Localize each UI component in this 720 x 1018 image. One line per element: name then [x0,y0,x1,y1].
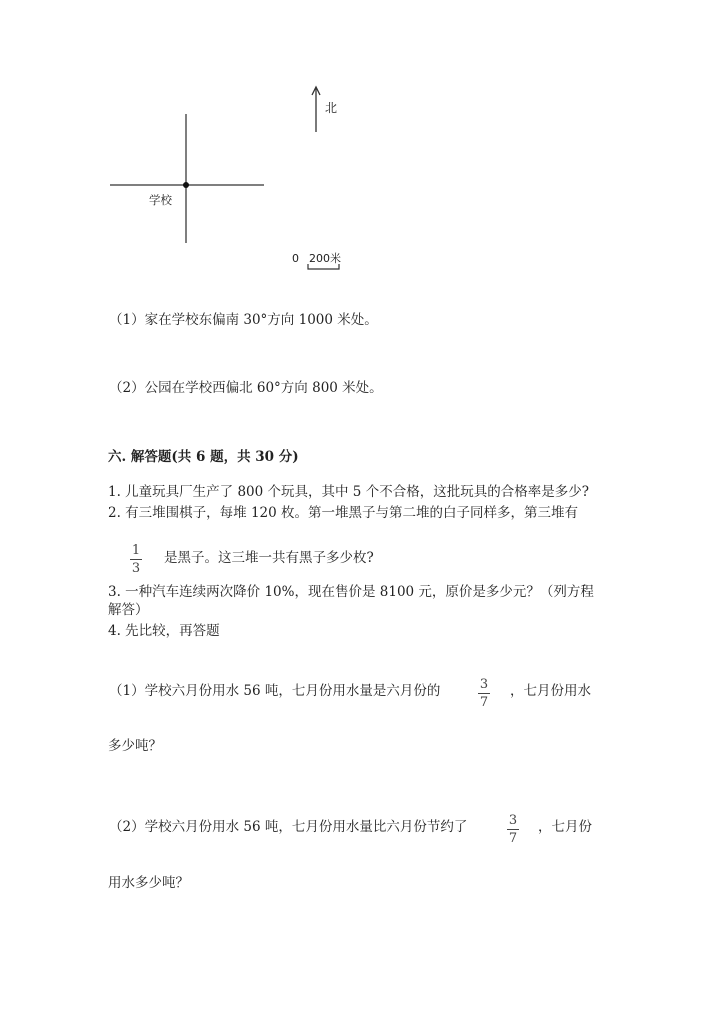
fraction-denominator: 3 [131,561,141,576]
question-2-fraction [129,543,143,576]
direction-diagram [0,0,720,300]
fraction-denominator: 7 [508,831,518,846]
school-label: 学校 [149,193,172,207]
question-4: 4. 先比较，再答题 [108,623,220,639]
section5-item-2: （2）公园在学校西偏北 60°方向 800 米处。 [109,380,383,396]
question-4-2-part1: （2）学校六月份用水 56 吨，七月份用水量比六月份节约了 [109,819,468,835]
fraction-bar [478,693,490,694]
question-4-2-part2: ，七月份 [538,819,592,835]
section6-heading: 六. 解答题(共 6 题，共 30 分) [108,449,299,465]
question-2-line2: 是黑子。这三堆一共有黑子多少枚? [164,550,374,566]
fraction-numerator: 1 [131,543,141,558]
school-point [183,182,189,188]
section5-item-1: （1）家在学校东偏南 30°方向 1000 米处。 [109,312,378,328]
north-label: 北 [325,101,338,115]
fraction-bar [130,559,142,560]
scale-distance-label: 200米 [309,252,341,265]
question-4-1-part1: （1）学校六月份用水 56 吨，七月份用水量是六月份的 [109,683,441,699]
fraction-bar [507,829,519,830]
fraction-numerator: 3 [479,677,489,692]
question-2-line1: 2. 有三堆围棋子，每堆 120 枚。第一堆黑子与第二堆的白子同样多，第三堆有 [108,505,579,521]
question-1: 1. 儿童玩具厂生产了 800 个玩具，其中 5 个不合格，这批玩具的合格率是多少? [108,484,589,500]
question-4-2-fraction [506,813,520,846]
question-4-1-fraction [477,677,491,710]
question-4-2-line2: 用水多少吨？ [108,875,189,891]
scale-zero-label: 0 [292,252,299,265]
question-3-line2: 解答） [108,602,149,618]
question-4-1-part2: ，七月份用水 [510,683,591,699]
fraction-denominator: 7 [479,695,489,710]
question-4-1-line2: 多少吨？ [108,738,162,754]
fraction-numerator: 3 [508,813,518,828]
question-3-line1: 3. 一种汽车连续两次降价 10%，现在售价是 8100 元，原价是多少元？（列方程 [108,584,594,600]
